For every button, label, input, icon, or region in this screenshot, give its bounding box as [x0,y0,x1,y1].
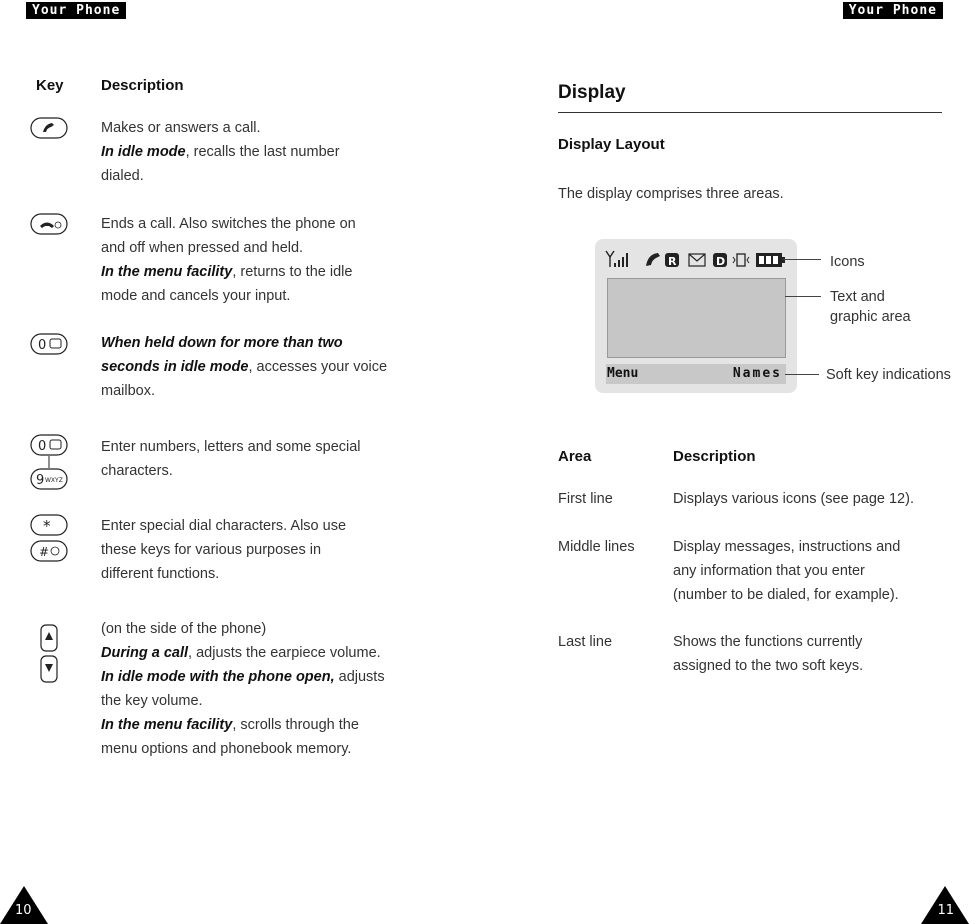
text-area-callout-label: Text and graphic area [830,289,911,325]
section-title: Display [558,82,626,103]
signal-icon [606,251,628,267]
svg-text:WXYZ: WXYZ [45,477,63,484]
status-icons-row [604,248,788,272]
message-icon [689,254,705,266]
softkey-callout-label: Soft key indications [826,367,951,383]
svg-text:R: R [668,255,677,268]
svg-text:#: # [39,545,50,559]
send-key-description: Makes or answers a call. In idle mode, recalls the last number dialed. [101,120,340,184]
softkey-bar [606,364,786,384]
number-keys-description: Enter numbers, letters and some special characters. [101,439,361,479]
voicemail-zero-key-icon [30,333,68,355]
voicemail-key-description: When held down for more than two seconds in idle mode, accesses your voice mailbox. [101,335,388,399]
svg-text:9: 9 [36,473,45,488]
intro-text: The display comprises three areas. [558,186,784,202]
area-row-description: Displays various icons (see page 12). [673,491,914,507]
star-hash-keys-icon [30,514,68,564]
header-tag-left: Your Phone [26,2,126,19]
softkey-right-label: Names [732,366,782,381]
area-row-description: Shows the functions currently assigned to the two soft keys. [673,634,864,674]
volume-keys-icon [40,624,60,686]
data-icon [713,253,727,268]
description-column-header: Description [101,77,184,94]
star-hash-keys-description: Enter special dial characters. Also use these keys for various purposes in different functions. [101,518,347,582]
number-keys-icon [30,434,68,492]
volume-keys-description: (on the side of the phone) During a call, adjusts the earpiece volume. In idle mode with the phone open, adjusts the key volume. In the menu facility, scrolls through the menu options and phonebook memory. [101,621,385,757]
area-row-label: Middle lines [558,539,635,555]
header-tag-right: Your Phone [843,2,943,19]
key-column-header: Key [36,77,64,94]
call-icon [646,253,660,266]
area-row-description: Display messages, instructions and any information that you enter (number to be dialed, for example). [673,539,901,603]
area-row-label: First line [558,491,613,507]
icons-callout-line [783,259,821,260]
title-rule [558,112,942,113]
icons-callout-label: Icons [830,254,865,270]
area-column-header: Area [558,448,592,465]
text-graphic-area [607,278,786,358]
area-description-column-header: Description [673,448,756,465]
battery-icon [756,253,785,267]
end-key-icon [30,213,68,235]
text-area-callout-line [785,296,821,297]
svg-text:D: D [716,255,726,268]
svg-text:0: 0 [38,338,47,353]
svg-text:*: * [43,517,51,535]
vibrate-icon [733,254,749,266]
roaming-icon [665,253,679,268]
softkey-left-label: Menu [607,366,639,381]
page-number-left: 10 [15,903,32,918]
softkey-callout-line [785,374,819,375]
area-row-label: Last line [558,634,613,650]
section-subtitle: Display Layout [558,136,665,153]
page-number-right: 11 [937,903,954,918]
send-key-icon [30,117,68,139]
end-key-description: Ends a call. Also switches the phone on and off when pressed and held. In the menu facility, returns to the idle mode and cancels your input. [101,216,356,304]
svg-text:0: 0 [38,439,47,454]
